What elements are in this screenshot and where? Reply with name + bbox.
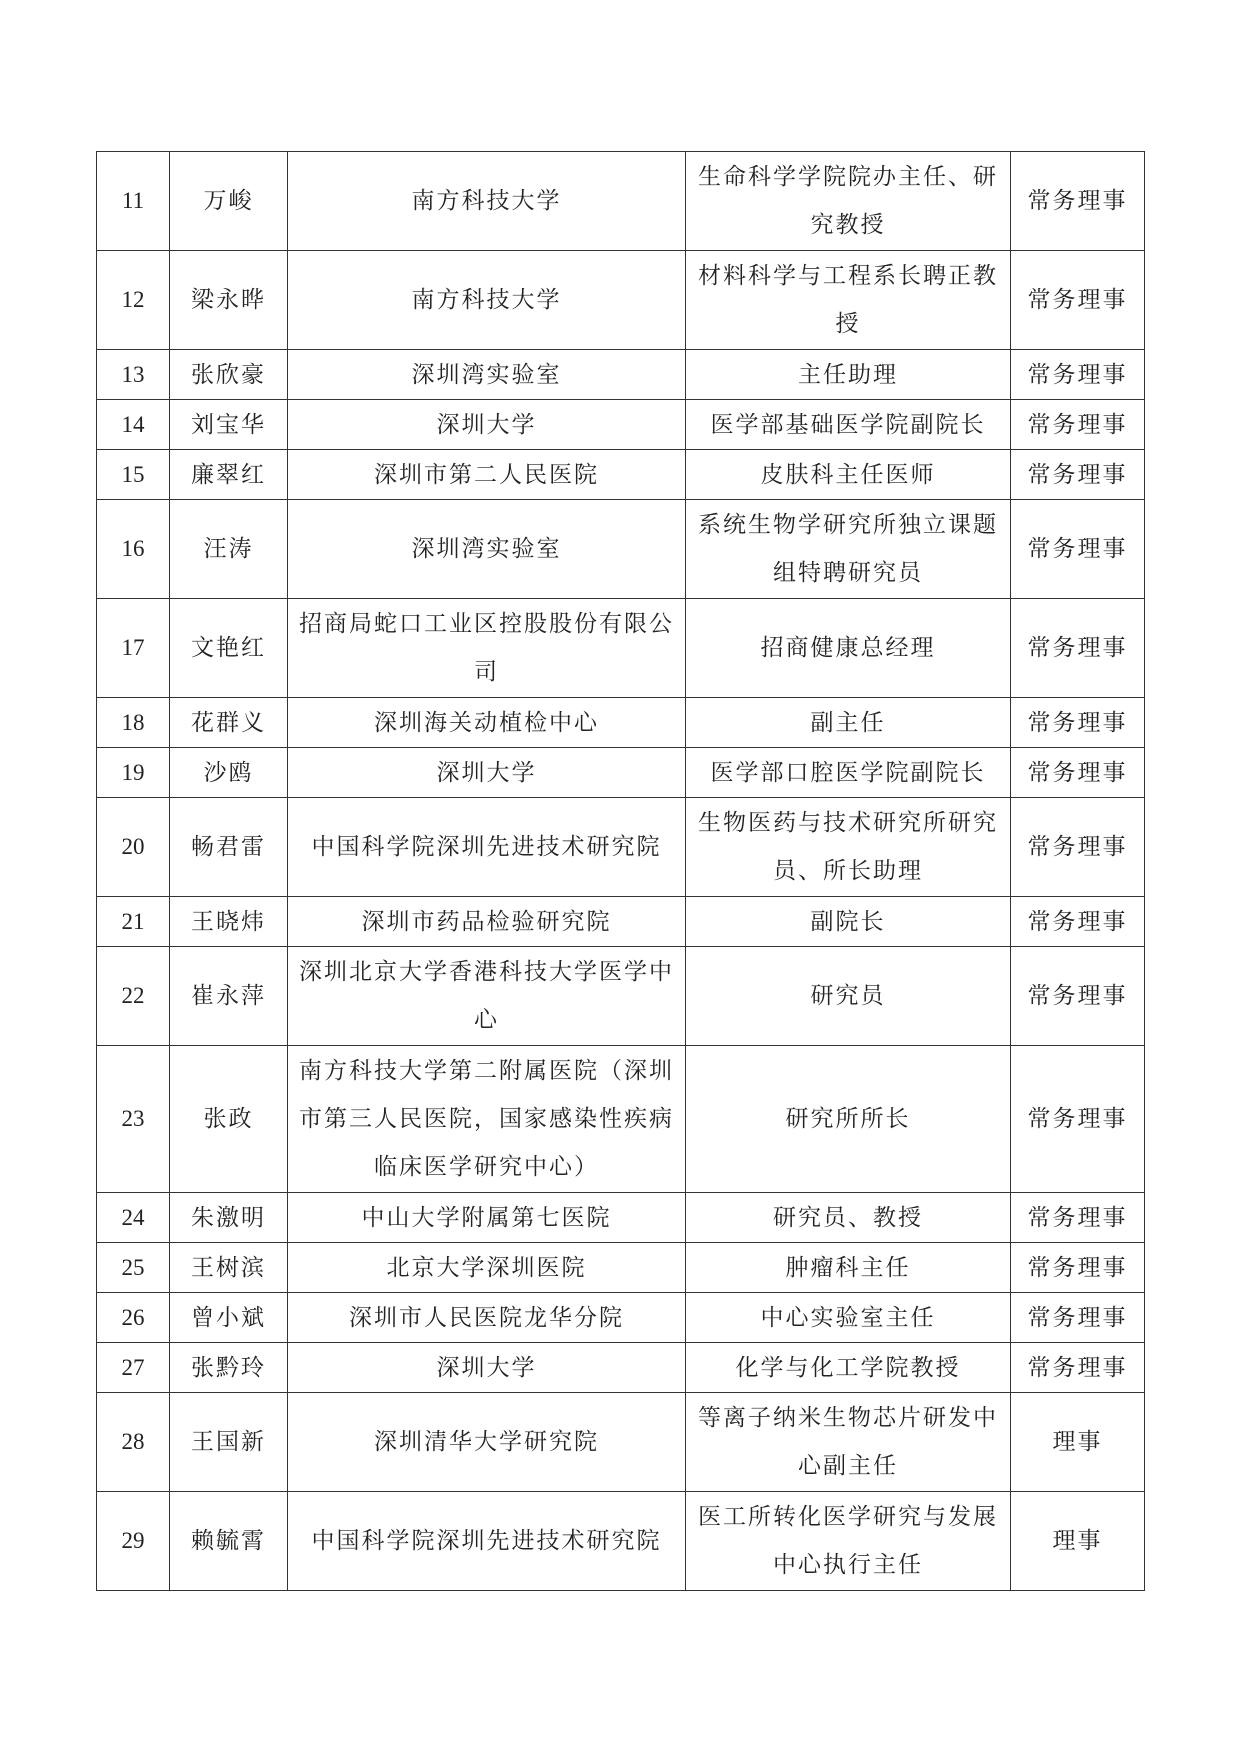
member-name: 王树滨 (170, 1243, 288, 1293)
table-row (97, 1193, 1145, 1243)
member-name: 朱激明 (170, 1193, 288, 1243)
row-number: 15 (97, 450, 170, 500)
member-name: 王晓炜 (170, 897, 288, 947)
row-number: 24 (97, 1193, 170, 1243)
member-role: 常务理事 (1011, 500, 1145, 599)
member-position: 研究员、教授 (686, 1193, 1011, 1243)
table-row (97, 1393, 1145, 1492)
member-table-body (97, 152, 1145, 1591)
row-number: 23 (97, 1046, 170, 1193)
table-row (97, 500, 1145, 599)
row-number: 26 (97, 1293, 170, 1343)
row-number: 12 (97, 251, 170, 350)
member-organization: 招商局蛇口工业区控股股份有限公司 (288, 599, 686, 698)
table-row (97, 350, 1145, 400)
member-name: 王国新 (170, 1393, 288, 1492)
member-organization: 南方科技大学 (288, 251, 686, 350)
row-number: 14 (97, 400, 170, 450)
member-name: 畅君雷 (170, 798, 288, 897)
member-position: 医学部基础医学院副院长 (686, 400, 1011, 450)
table-row (97, 1343, 1145, 1393)
member-name: 张黔玲 (170, 1343, 288, 1393)
member-position: 副主任 (686, 698, 1011, 748)
member-organization: 中山大学附属第七医院 (288, 1193, 686, 1243)
row-number: 11 (97, 152, 170, 251)
member-name: 汪涛 (170, 500, 288, 599)
member-organization: 深圳北京大学香港科技大学医学中心 (288, 947, 686, 1046)
member-position: 医学部口腔医学院副院长 (686, 748, 1011, 798)
member-role: 常务理事 (1011, 152, 1145, 251)
table-row (97, 748, 1145, 798)
member-name: 沙鸥 (170, 748, 288, 798)
member-role: 常务理事 (1011, 947, 1145, 1046)
member-name: 花群义 (170, 698, 288, 748)
table-row (97, 1492, 1145, 1591)
member-role: 常务理事 (1011, 599, 1145, 698)
member-position: 医工所转化医学研究与发展中心执行主任 (686, 1492, 1011, 1591)
member-name: 刘宝华 (170, 400, 288, 450)
row-number: 17 (97, 599, 170, 698)
member-position: 副院长 (686, 897, 1011, 947)
member-role: 常务理事 (1011, 1343, 1145, 1393)
member-name: 崔永萍 (170, 947, 288, 1046)
member-name: 赖毓霄 (170, 1492, 288, 1591)
row-number: 22 (97, 947, 170, 1046)
member-table (96, 151, 1145, 1591)
row-number: 16 (97, 500, 170, 599)
table-row (97, 599, 1145, 698)
row-number: 19 (97, 748, 170, 798)
member-name: 曾小斌 (170, 1293, 288, 1343)
member-role: 常务理事 (1011, 748, 1145, 798)
member-organization: 深圳市药品检验研究院 (288, 897, 686, 947)
member-name: 张欣豪 (170, 350, 288, 400)
member-role: 常务理事 (1011, 450, 1145, 500)
member-organization: 深圳湾实验室 (288, 500, 686, 599)
row-number: 21 (97, 897, 170, 947)
member-position: 材料科学与工程系长聘正教授 (686, 251, 1011, 350)
member-position: 招商健康总经理 (686, 599, 1011, 698)
member-organization: 深圳市第二人民医院 (288, 450, 686, 500)
member-role: 常务理事 (1011, 350, 1145, 400)
row-number: 28 (97, 1393, 170, 1492)
table-row (97, 1293, 1145, 1343)
member-name: 张政 (170, 1046, 288, 1193)
member-organization: 中国科学院深圳先进技术研究院 (288, 1492, 686, 1591)
member-position: 研究员 (686, 947, 1011, 1046)
member-position: 主任助理 (686, 350, 1011, 400)
member-organization: 深圳市人民医院龙华分院 (288, 1293, 686, 1343)
table-row (97, 798, 1145, 897)
member-position: 系统生物学研究所独立课题组特聘研究员 (686, 500, 1011, 599)
member-name: 文艳红 (170, 599, 288, 698)
member-role: 常务理事 (1011, 251, 1145, 350)
member-position: 中心实验室主任 (686, 1293, 1011, 1343)
table-row (97, 698, 1145, 748)
member-role: 常务理事 (1011, 1293, 1145, 1343)
table-row (97, 450, 1145, 500)
member-position: 肿瘤科主任 (686, 1243, 1011, 1293)
member-position: 生物医药与技术研究所研究员、所长助理 (686, 798, 1011, 897)
member-role: 常务理事 (1011, 698, 1145, 748)
member-role: 常务理事 (1011, 1243, 1145, 1293)
member-role: 常务理事 (1011, 400, 1145, 450)
table-row (97, 947, 1145, 1046)
member-name: 廉翠红 (170, 450, 288, 500)
member-organization: 深圳湾实验室 (288, 350, 686, 400)
table-row (97, 1046, 1145, 1193)
member-role: 理事 (1011, 1492, 1145, 1591)
member-organization: 中国科学院深圳先进技术研究院 (288, 798, 686, 897)
member-organization: 深圳大学 (288, 748, 686, 798)
member-organization: 北京大学深圳医院 (288, 1243, 686, 1293)
member-organization: 南方科技大学 (288, 152, 686, 251)
row-number: 29 (97, 1492, 170, 1591)
member-position: 等离子纳米生物芯片研发中心副主任 (686, 1393, 1011, 1492)
member-position: 皮肤科主任医师 (686, 450, 1011, 500)
table-row (97, 400, 1145, 450)
table-row (97, 1243, 1145, 1293)
member-organization: 深圳海关动植检中心 (288, 698, 686, 748)
table-row (97, 152, 1145, 251)
table-row (97, 897, 1145, 947)
member-position: 化学与化工学院教授 (686, 1343, 1011, 1393)
member-name: 万峻 (170, 152, 288, 251)
member-name: 梁永晔 (170, 251, 288, 350)
member-role: 常务理事 (1011, 798, 1145, 897)
member-position: 生命科学学院院办主任、研究教授 (686, 152, 1011, 251)
row-number: 25 (97, 1243, 170, 1293)
row-number: 27 (97, 1343, 170, 1393)
member-organization: 南方科技大学第二附属医院（深圳市第三人民医院，国家感染性疾病临床医学研究中心） (288, 1046, 686, 1193)
member-role: 常务理事 (1011, 1193, 1145, 1243)
member-position: 研究所所长 (686, 1046, 1011, 1193)
member-organization: 深圳清华大学研究院 (288, 1393, 686, 1492)
member-organization: 深圳大学 (288, 400, 686, 450)
member-role: 常务理事 (1011, 897, 1145, 947)
row-number: 20 (97, 798, 170, 897)
member-organization: 深圳大学 (288, 1343, 686, 1393)
member-role: 理事 (1011, 1393, 1145, 1492)
member-role: 常务理事 (1011, 1046, 1145, 1193)
row-number: 13 (97, 350, 170, 400)
row-number: 18 (97, 698, 170, 748)
table-row (97, 251, 1145, 350)
